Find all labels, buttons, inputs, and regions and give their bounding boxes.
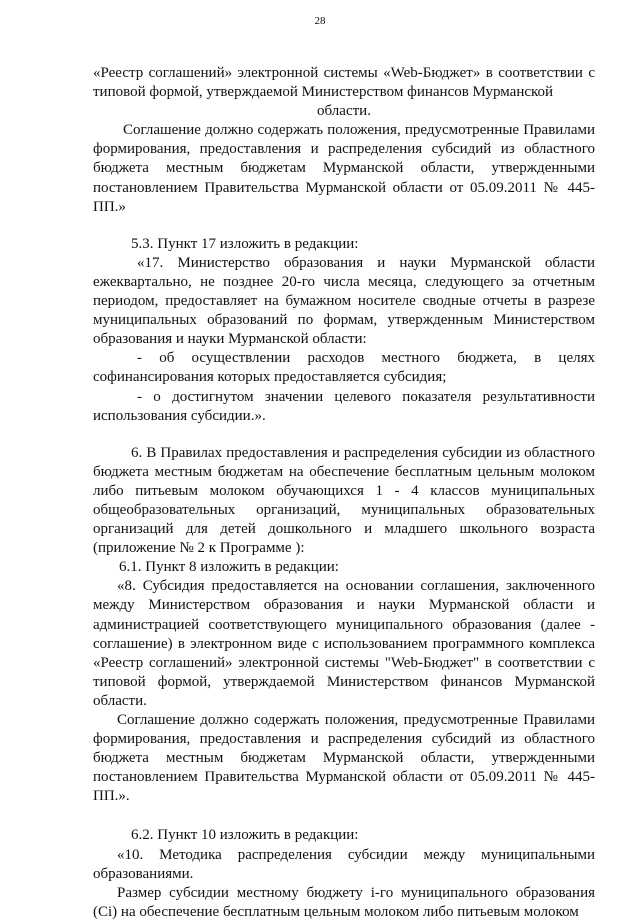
document-text bbox=[93, 64, 595, 922]
paragraph-registry-intro-tail: области. bbox=[317, 103, 371, 120]
page-number: 28 bbox=[314, 15, 326, 27]
paragraph-agreement-1: Соглашение должно содержать положения, предусмотренные Правилами формирования, предоставления и распределения субсидий из областного бюджета местным бюджетам Мурманской области, утвержденными постановлением Правительства Мурманской области от 05.09.2011 № 445-ПП.» bbox=[93, 122, 595, 215]
paragraph-dash-2: - о достигнутом значении целевого показателя результативности использования субсидии.». bbox=[93, 388, 595, 424]
paragraph-8: «8. Субсидия предоставляется на основании соглашения, заключенного между Министерством образования и науки Мурманской области и администрацией соответствующего муниципального образования (далее - соглашение) в электронном виде с использованием программного комплекса «Реестр соглашений» электронной системы "Web-Бюджет" в соответствии с типовой формой, утверждаемой Министерством финансов Мурманской области. bbox=[93, 578, 595, 709]
paragraph-registry-intro-text: «Реестр соглашений» электронной системы «Web-Бюджет» в соответствии с типовой формой, утверждаемой Министерством финансов Мурманской bbox=[93, 65, 595, 101]
paragraph-10: «10. Методика распределения субсидии между муниципальными образованиями. bbox=[93, 846, 595, 882]
paragraph-5-3: 5.3. Пункт 17 изложить в редакции: bbox=[131, 235, 359, 252]
paragraph-17: «17. Министерство образования и науки Мурманской области ежеквартально, не позднее 20-го числа месяца, следующего за отчетным периодом, предоставляет на бумажном носителе сводные отчеты в разрезе муниципальных образований по формам, утвержденным Министерством образования и науки Мурманской области: bbox=[93, 254, 595, 348]
paragraph-agreement-2: Соглашение должно содержать положения, предусмотренные Правилами формирования, предоставления и распределения субсидий из областного бюджета местным бюджетам Мурманской области, утвержденными постановлением Правительства Мурманской области от 05.09.2011 № 445-ПП.». bbox=[93, 712, 595, 805]
paragraph-6-2: 6.2. Пункт 10 изложить в редакции: bbox=[131, 827, 359, 844]
paragraph-6-1: 6.1. Пункт 8 изложить в редакции: bbox=[119, 559, 339, 576]
paragraph-subsidy-size: Размер субсидии местному бюджету i-го муниципального образования (Ci) на обеспечение бесплатным цельным молоком либо питьевым молоком bbox=[93, 884, 595, 920]
paragraph-6: 6. В Правилах предоставления и распределения субсидии из областного бюджета местным бюджетам на обеспечение бесплатным цельным молоком либо питьевым молоком обучающихся 1 - 4 классов муниципальных общеобразовательных организаций, муниципальных образовательных организаций для детей дошкольного и младшего школьного возраста (приложение № 2 к Программе ): bbox=[93, 444, 595, 557]
paragraph-dash-1: - об осуществлении расходов местного бюджета, в целях софинансирования которых предоставляется субсидия; bbox=[93, 350, 595, 386]
paragraph-registry-intro bbox=[93, 64, 595, 102]
